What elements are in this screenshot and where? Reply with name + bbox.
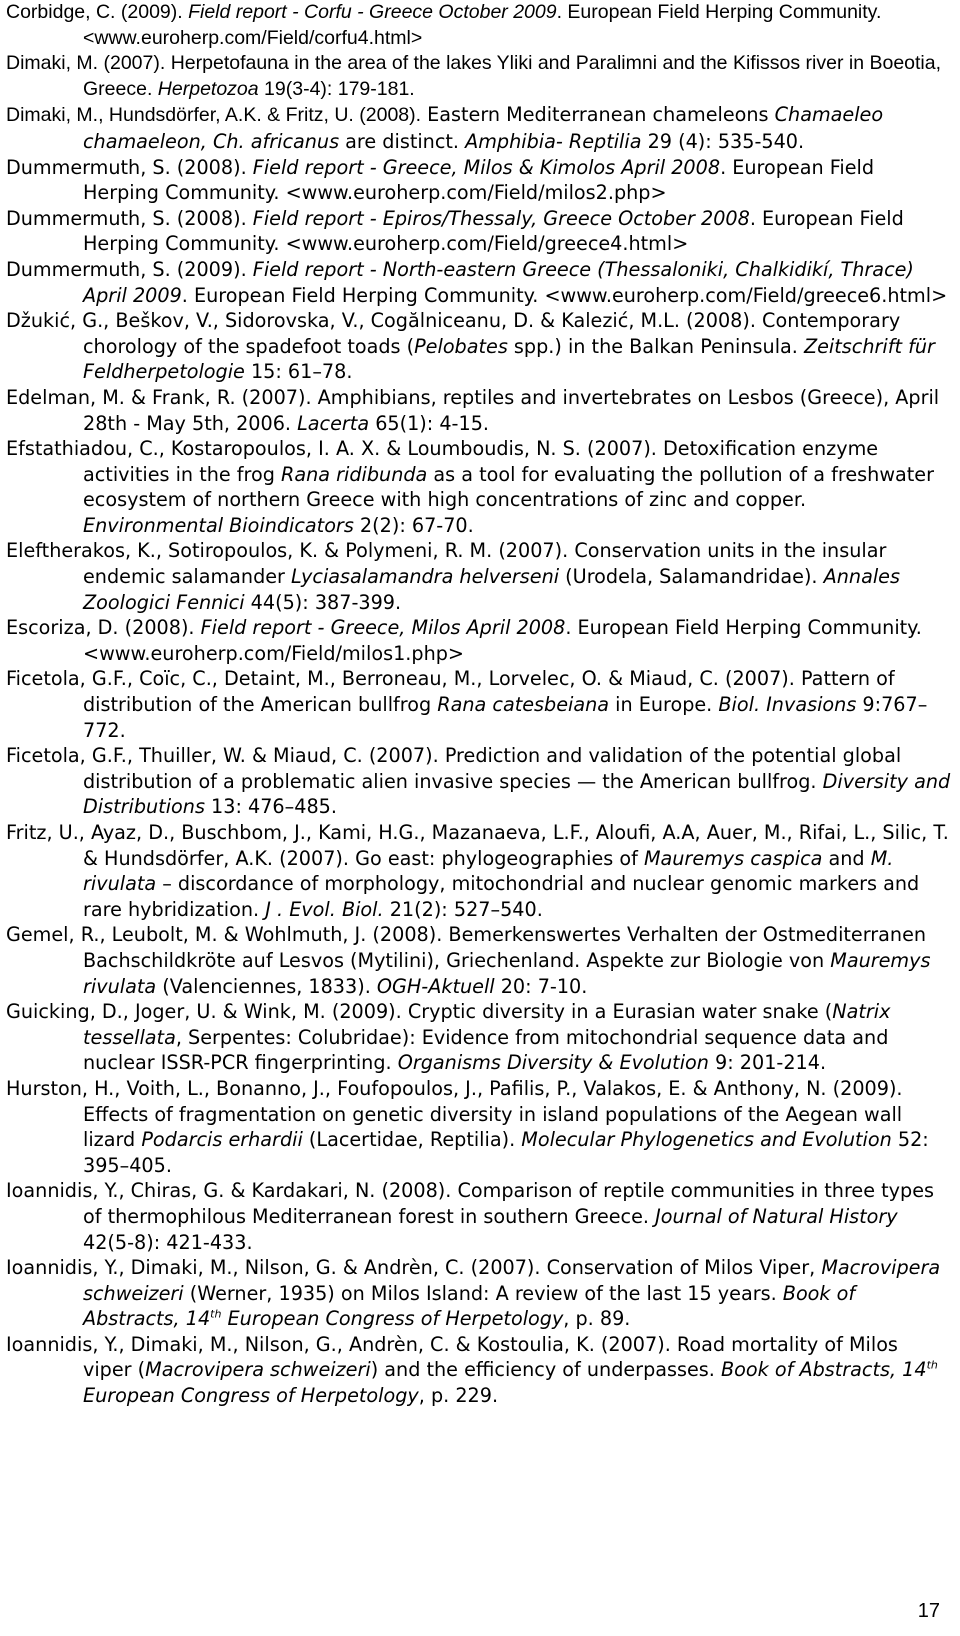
reference-entry-eleftherakos-2007: Eleftherakos, K., Sotiropoulos, K. & Polymeni, R. M. (2007). Conservation units in the insular endemic salamander Lyciasalamandra helverseni (Urodela, Salamandridae). Annales Zoologici Fennici 44(5): 387-399. xyxy=(6,539,900,614)
reference-entry-guicking-2009: Guicking, D., Joger, U. & Wink, M. (2009). Cryptic diversity in a Eurasian water snake (Natrix tessellata, Serpentes: Colubridae): Evidence from mitochondrial sequence data and nuclear ISSR-PCR fingerprinting. Organisms Diversity & Evolution 9: 201-214. xyxy=(6,1000,891,1075)
reference-entry-dummermuth-2008a: Dummermuth, S. (2008). Field report - Greece, Milos & Kimolos April 2008. European Field Herping Community. <www.euroherp.com/Field/milos2.php> xyxy=(6,155,875,205)
reference-entry-corbidge-2009: Corbidge, C. (2009). Field report - Corfu - Greece October 2009. European Field Herping Community. <www.euroherp.com/Field/corfu4.html> xyxy=(6,1,882,49)
reference-entry-ioannidis-2007a: Ioannidis, Y., Dimaki, M., Nilson, G. & Andrèn, C. (2007). Conservation of Milos Viper, Macrovipera schweizeri (Werner, 1935) on Milos Island: A review of the last 15 years. Book of Abstracts, 14th European Congress of Herpetology, p. 89. xyxy=(6,1256,941,1331)
reference-entry-hurston-2009: Hurston, H., Voith, L., Bonanno, J., Foufopoulos, J., Pafilis, P., Valakos, E. & Anthony, N. (2009). Effects of fragmentation on genetic diversity in island populations of the Aegean wall lizard Podarcis erhardii (Lacertidae, Reptilia). Molecular Phylogenetics and Evolution 52: 395–405. xyxy=(6,1076,929,1177)
reference-entry-gemel-2008: Gemel, R., Leubolt, M. & Wohlmuth, J. (2008). Bemerkenswertes Verhalten der Ostmediterranen Bachschildkröte auf Lesvos (Mytilini), Griechenland. Aspekte zur Biologie von Mauremys rivulata (Valenciennes, 1833). OGH-Aktuell 20: 7-10. xyxy=(6,923,931,998)
reference-entry-ioannidis-2007b: Ioannidis, Y., Dimaki, M., Nilson, G., Andrèn, C. & Kostoulia, K. (2007). Road mortality of Milos viper (Macrovipera schweizeri) and the efficiency of underpasses. Book of Abstracts, 14th European Congress of Herpetology, p. 229. xyxy=(6,1332,938,1408)
reference-entry-edelman-2007: Edelman, M. & Frank, R. (2007). Amphibians, reptiles and invertebrates on Lesbos (Greece), April 28th - May 5th, 2006. Lacerta 65(1): 4-15. xyxy=(6,385,940,435)
reference-entry-ficetola-2007a: Ficetola, G.F., Coïc, C., Detaint, M., Berroneau, M., Lorvelec, O. & Miaud, C. (2007). Pattern of distribution of the American bullfrog Rana catesbeiana in Europe. Biol. Invasions 9:767– 772. xyxy=(6,667,928,742)
reference-entry-ficetola-2007b: Ficetola, G.F., Thuiller, W. & Miaud, C. (2007). Prediction and validation of the potential global distribution of a problematic alien invasive species — the American bullfrog. Diversity and Distributions 13: 476–485. xyxy=(6,744,951,819)
reference-entry-dimaki-2007: Dimaki, M. (2007). Herpetofauna in the area of the lakes Yliki and Paralimni and the Kifissos river in Boeotia, Greece. Herpetozoa 19(3-4): 179-181. xyxy=(6,52,942,100)
reference-entry-dummermuth-2008b: Dummermuth, S. (2008). Field report - Epiros/Thessaly, Greece October 2008. European Field Herping Community. <www.euroherp.com/Field/greece4.html> xyxy=(6,206,904,256)
reference-entry-fritz-2007: Fritz, U., Ayaz, D., Buschbom, J., Kami, H.G., Mazanaeva, L.F., Aloufi, A.A, Auer, M., Rifai, L., Silic, T. & Hundsdörfer, A.K. (2007). Go east: phylogeographies of Mauremys caspica and M. rivulata – discordance of morphology, mitochondrial and nuclear genomic markers and rare hybridization. J . Evol. Biol. 21(2): 527–540. xyxy=(6,821,949,921)
reference-entry-dummermuth-2009: Dummermuth, S. (2009). Field report - North-eastern Greece (Thessaloniki, Chalkidikí, Thrace) April 2009. European Field Herping Community. <www.euroherp.com/Field/greece6.html> xyxy=(6,257,948,307)
reference-entry-ioannidis-2008: Ioannidis, Y., Chiras, G. & Kardakari, N. (2008). Comparison of reptile communities in three types of thermophilous Mediterranean forest in southern Greece. Journal of Natural History 42(5-8): 421-433. xyxy=(6,1179,934,1254)
reference-entry-dimaki-2008: Dimaki, M., Hundsdörfer, A.K. & Fritz, U. (2008). Eastern Mediterranean chameleons Chamaeleo chamaeleon, Ch. africanus are distinct. Amphibia- Reptilia 29 (4): 535-540. xyxy=(6,103,884,153)
reference-entry-dzukic-2008: Džukić, G., Beškov, V., Sidorovska, V., Cogălniceanu, D. & Kalezić, M.L. (2008). Contemporary chorology of the spadefoot toads (Pelobates spp.) in the Balkan Peninsula. Zeitschrift für Feldherpetologie 15: 61–78. xyxy=(6,309,935,384)
reference-entry-escoriza-2008: Escoriza, D. (2008). Field report - Greece, Milos April 2008. European Field Herping Community. <www.euroherp.com/Field/milos1.php> xyxy=(6,616,922,665)
reference-list xyxy=(6,0,952,1409)
reference-entry-efstathiadou-2007: Efstathiadou, C., Kostaropoulos, I. A. X. & Loumboudis, N. S. (2007). Detoxification enzyme activities in the frog Rana ridibunda as a tool for evaluating the pollution of a freshwater ecosystem of northern Greece with high concentrations of zinc and copper. Environmental Bioindicators 2(2): 67-70. xyxy=(6,437,934,537)
page-number: 17 xyxy=(917,1600,940,1622)
